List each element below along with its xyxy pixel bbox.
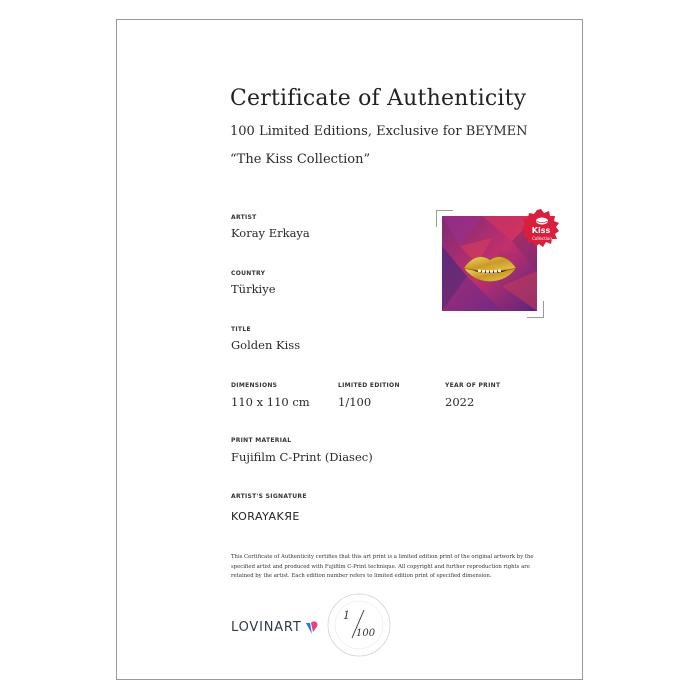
- artist-value: Koray Erkaya: [231, 226, 310, 240]
- limited-edition-label: LIMITED EDITION: [338, 382, 400, 389]
- edition-stamp: [326, 592, 392, 658]
- country-value: Türkiye: [231, 282, 276, 296]
- title-value: Golden Kiss: [231, 338, 301, 352]
- certificate-title: Certificate of Authenticity: [230, 86, 527, 111]
- stamp-edition-number: 1: [343, 609, 350, 622]
- artist-label: ARTIST: [231, 214, 257, 221]
- kiss-collection-badge: [521, 208, 561, 248]
- year-of-print-label: YEAR OF PRINT: [445, 382, 501, 389]
- artist-signature-label: ARTIST'S SIGNATURE: [231, 493, 307, 500]
- badge-kiss-text: Kiss: [531, 226, 551, 235]
- stamp-edition-total: 100: [356, 628, 376, 639]
- year-of-print-value: 2022: [445, 395, 475, 409]
- print-material-label: PRINT MATERIAL: [231, 437, 292, 444]
- badge-collection-text: Collection: [532, 236, 552, 241]
- title-label: TITLE: [231, 326, 251, 333]
- print-material-value: Fujifilm C-Print (Diasec): [231, 450, 373, 464]
- certificate-subtitle: 100 Limited Editions, Exclusive for BEYMEN: [230, 124, 528, 139]
- artist-signature: KORAYAKЯE: [231, 510, 300, 523]
- dimensions-label: DIMENSIONS: [231, 382, 278, 389]
- edition-stamp-circle: [326, 592, 392, 658]
- collection-name: “The Kiss Collection”: [230, 152, 371, 167]
- limited-edition-value: 1/100: [338, 395, 372, 409]
- certificate-statement: This Certificate of Authenticity certifies that this art print is a limited edition print of the original artwork by the specified artist and produced with Fujifilm C-Print technique. All copyright and further reproduction rights are retained by the artist. Each edition number refers to limited edition print of specified dimension.: [231, 554, 534, 580]
- heart-logo-icon: [304, 621, 320, 635]
- country-label: COUNTRY: [231, 270, 266, 277]
- lovinart-logo: [231, 620, 320, 635]
- lovinart-logo-text: LOVINART: [231, 620, 302, 635]
- dimensions-value: 110 x 110 cm: [231, 395, 310, 409]
